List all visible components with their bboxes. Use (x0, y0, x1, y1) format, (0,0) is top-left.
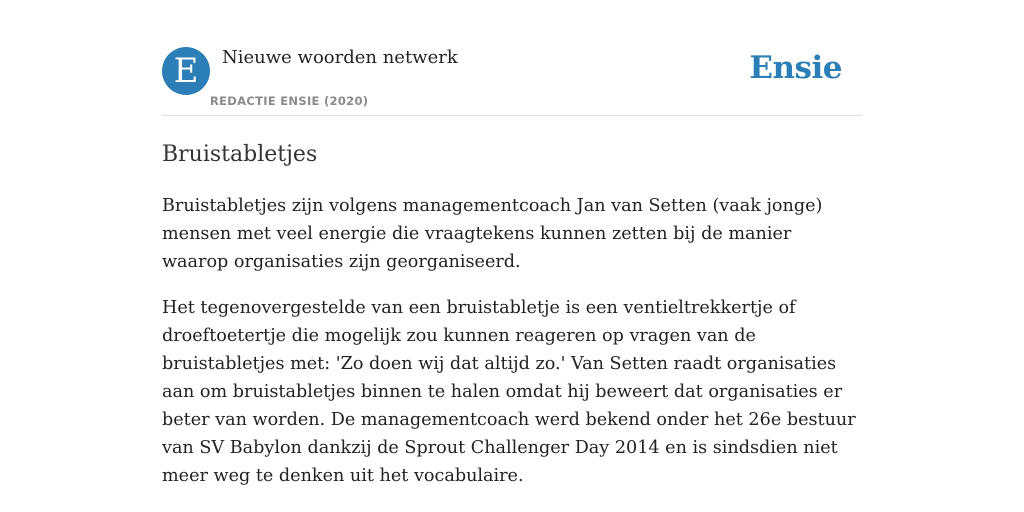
source-meta: REDACTIE ENSIE (2020) (210, 94, 369, 108)
ensie-logo-icon[interactable]: E (162, 47, 210, 95)
entry-card (162, 0, 862, 512)
entry-paragraph: Bruistabletjes zijn volgens managementcoach Jan van Setten (vaak jonge) mensen met veel energie die vraagtekens kunnen zetten bij de manier waarop organisaties zijn georganiseerd. (162, 196, 823, 272)
entry-paragraph: Het tegenovergestelde van een bruistabletje is een ventieltrekkertje of droeftoetertje die mogelijk zou kunnen reageren op vragen van de bruistabletjes met: 'Zo doen wij dat altijd zo.' Van Setten raadt organisaties aan om bruistabletjes binnen te halen omdat hij beweert dat organisaties er beter van worden. De managementcoach werd bekend onder het 26e bestuur van SV Babylon dankzij de Sprout Challenger Day 2014 en is sindsdien niet meer weg te denken uit het vocabulaire. (162, 298, 856, 486)
entry-body (162, 192, 862, 508)
source-title[interactable]: Nieuwe woorden netwerk (222, 47, 458, 68)
header-divider (162, 115, 862, 116)
ensie-brand-logo[interactable]: Ensie (749, 50, 842, 86)
entry-title: Bruistabletjes (162, 142, 318, 167)
